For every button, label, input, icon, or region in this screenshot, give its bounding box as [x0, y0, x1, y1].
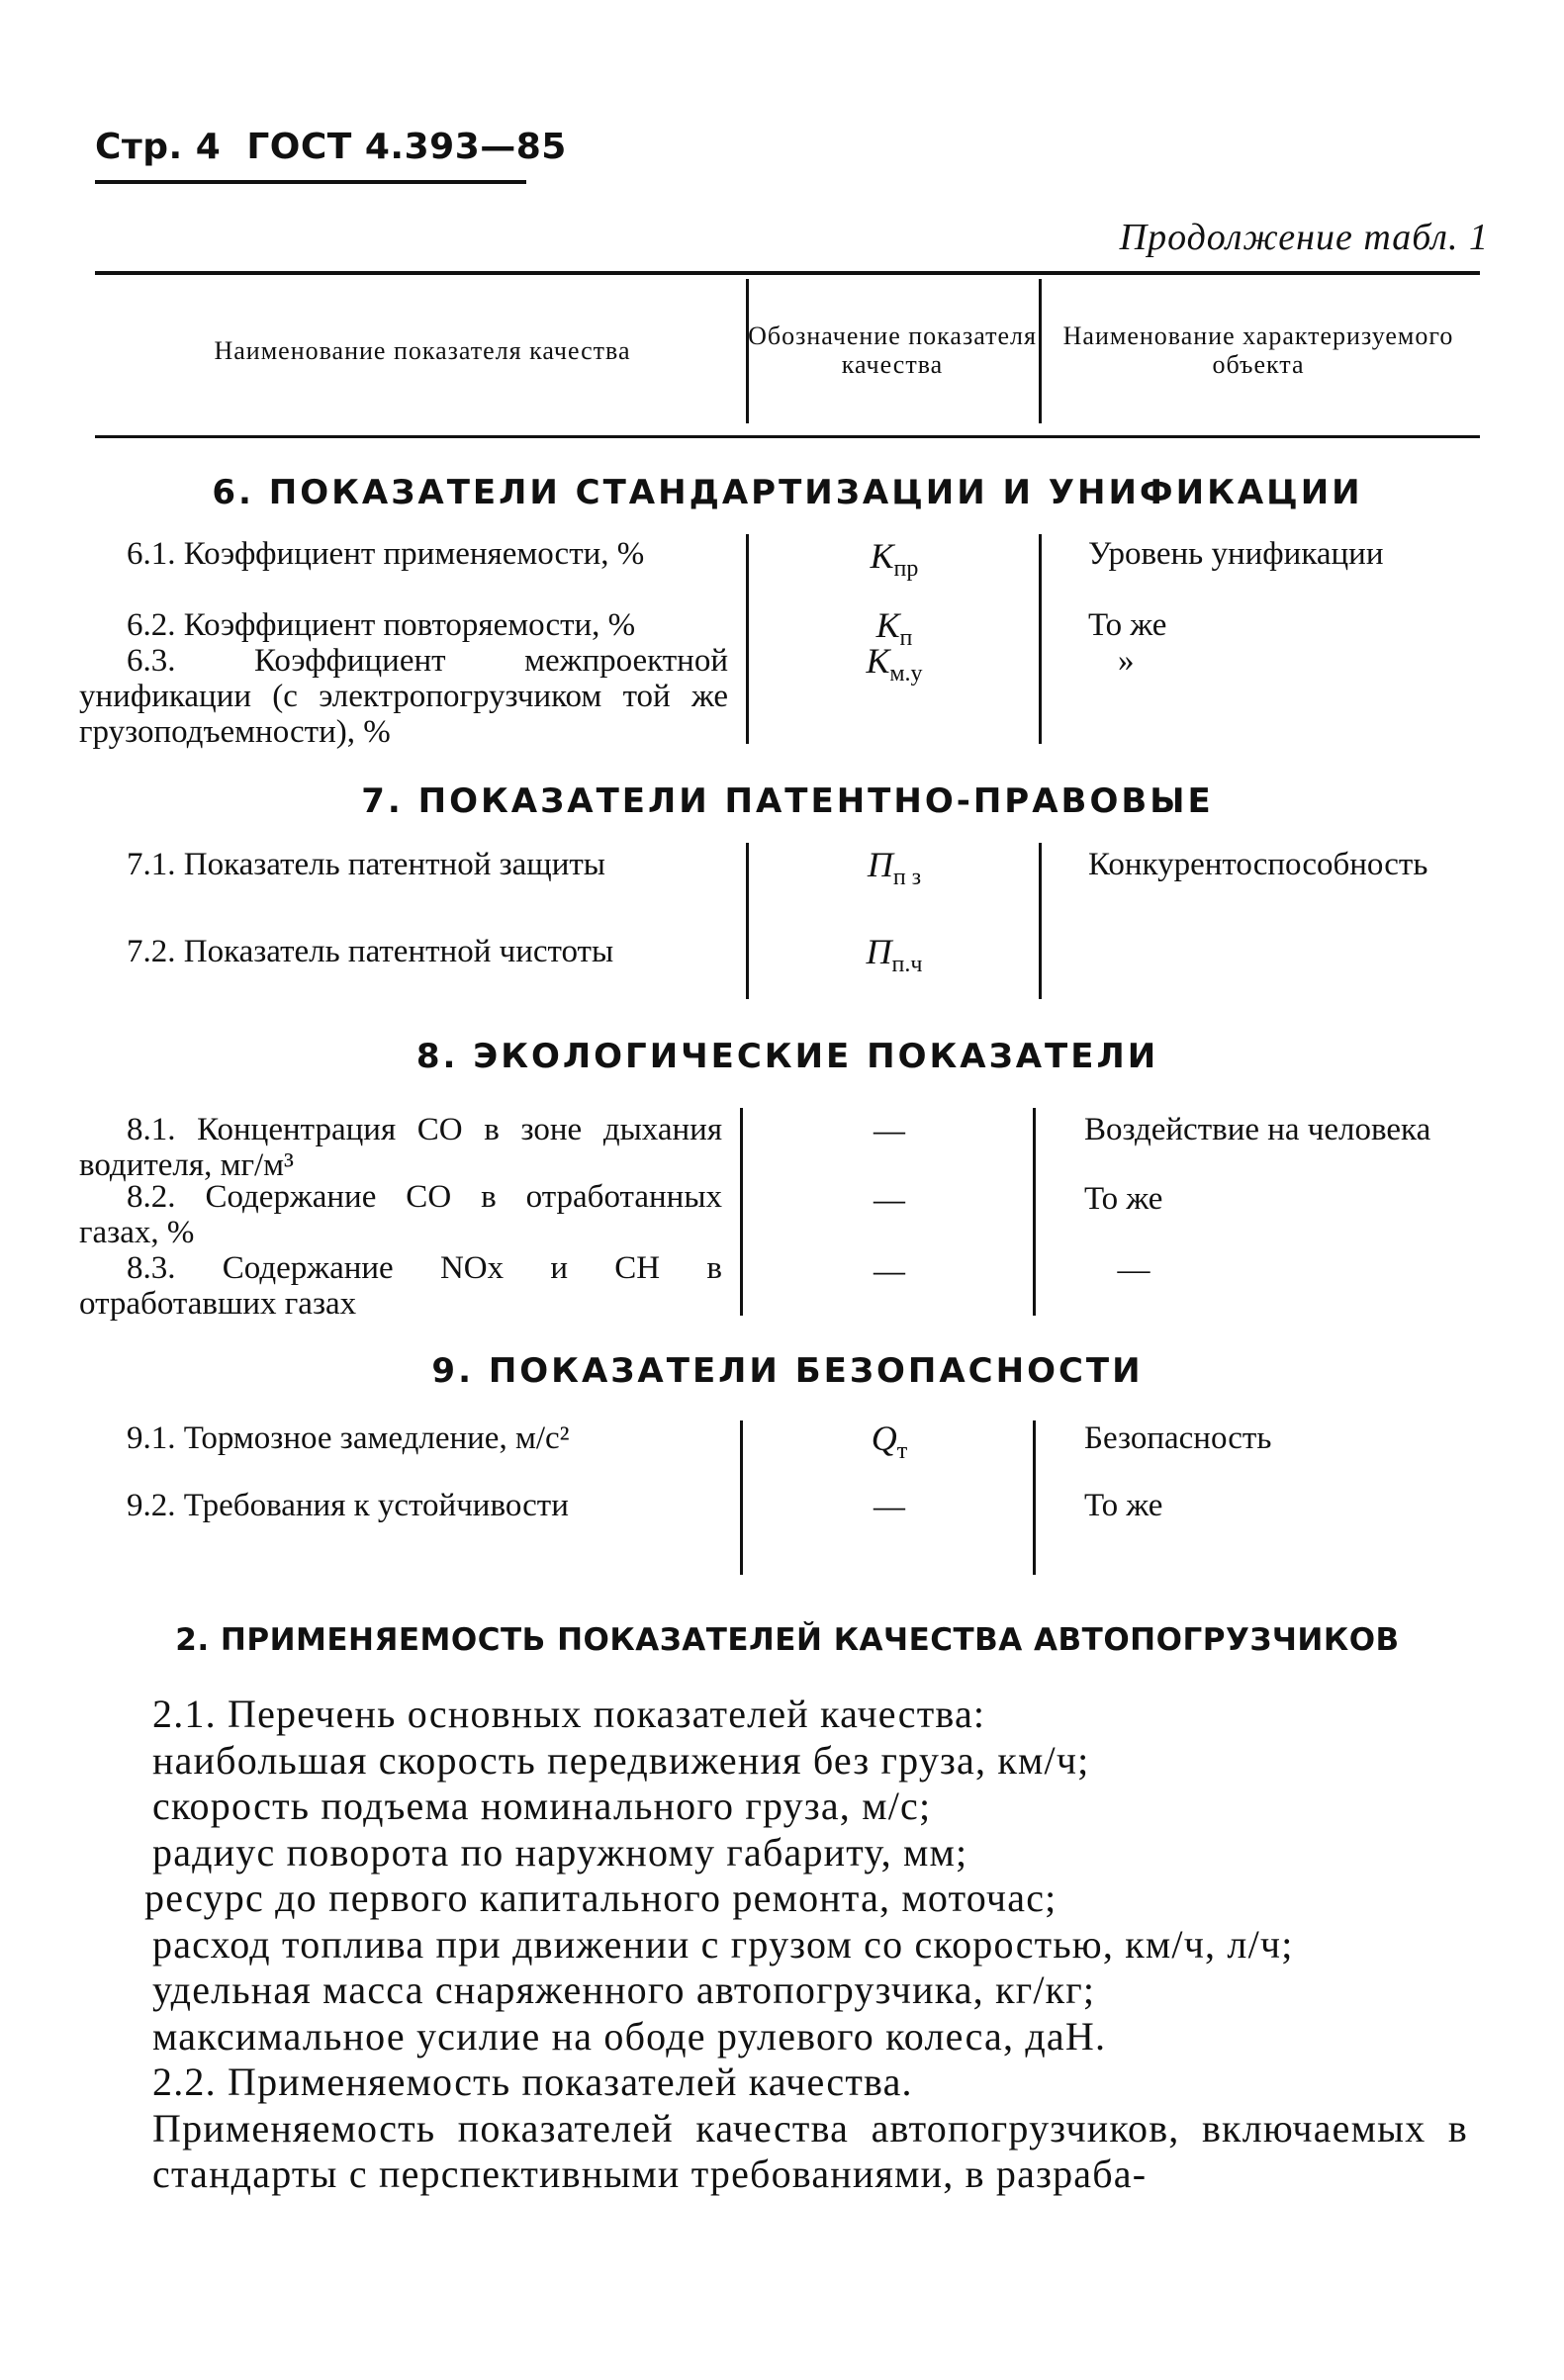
list-item: расход топлива при движении с грузом со скоростью, км/ч, л/ч; [152, 1921, 1294, 1967]
table-row-object: Воздействие на человека [1084, 1112, 1431, 1147]
column-divider [1039, 843, 1042, 999]
table-row-name: 8.2. Содержание СО в отработанных газах, % [79, 1179, 722, 1250]
table-row-symbol: $К_{пр}$ [870, 536, 919, 582]
table-row-name: 7.1. Показатель патентной защиты [127, 847, 605, 882]
paragraph: Применяемость показателей качества автопогрузчиков, включаемых в стандарты с перспективными требованиями, в разраба- [152, 2105, 1468, 2196]
list-item: максимальное усилие на ободе рулевого колеса, даН. [152, 2013, 1107, 2059]
section-title: 6. ПОКАЗАТЕЛИ СТАНДАРТИЗАЦИИ И УНИФИКАЦИИ [212, 473, 1363, 512]
table-row-symbol: — [873, 1110, 905, 1149]
column-header-name: Наименование показателя качества [214, 335, 631, 365]
page-label: Стр. 4 [95, 127, 222, 167]
table-row-symbol: $К_п$ [875, 605, 913, 651]
body-text [83, 1692, 1468, 2198]
table-row-name: 8.3. Содержание NOx и СН в отработавших газах [79, 1250, 722, 1322]
column-divider [740, 1420, 743, 1575]
column-divider [746, 843, 749, 999]
paragraph: 2.2. Применяемость показателей качества. [152, 2060, 913, 2104]
table-row-name: 7.2. Показатель патентной чистоты [127, 934, 614, 969]
column-divider [740, 1108, 743, 1316]
section-title: 8. ЭКОЛОГИЧЕСКИЕ ПОКАЗАТЕЛИ [415, 1037, 1159, 1076]
table-row-symbol: $К_{м.у}$ [866, 641, 923, 687]
list-item: удельная масса снаряженного автопогрузчика, кг/кг; [152, 1968, 1096, 2012]
table-row-object: Безопасность [1084, 1420, 1272, 1456]
table-row-name: 9.1. Тормозное замедление, м/с² [127, 1420, 570, 1456]
section-title: 9. ПОКАЗАТЕЛИ БЕЗОПАСНОСТИ [431, 1351, 1144, 1391]
section-title: 7. ПОКАЗАТЕЛИ ПАТЕНТНО-ПРАВОВЫЕ [361, 781, 1214, 821]
column-divider [1033, 1420, 1036, 1575]
list-item: скорость подъема номинального груза, м/с; [152, 1784, 932, 1828]
header-rule [95, 180, 526, 184]
column-divider [1039, 534, 1042, 744]
table-row-name: 9.2. Требования к устойчивости [127, 1488, 569, 1523]
table-row-object: То же [1088, 607, 1167, 643]
table-row-symbol: — [873, 1250, 905, 1290]
list-item: ресурс до первого капитального ремонта, моточас; [144, 1876, 1058, 1920]
page-header [95, 127, 567, 167]
table-row-symbol: — [873, 1179, 905, 1219]
table-row-object: Конкурентоспособность [1088, 847, 1428, 882]
table-row-name: 6.1. Коэффициент применяемости, % [127, 536, 645, 572]
table-row-object: — [1117, 1252, 1150, 1288]
standard-code: ГОСТ 4.393—85 [246, 127, 567, 167]
table-row-object: То же [1084, 1181, 1163, 1217]
column-divider [746, 534, 749, 744]
table-top-rule [95, 271, 1480, 275]
table-row-object: То же [1084, 1488, 1163, 1523]
column-header-symbol: Обозначение показателя качества [748, 321, 1037, 379]
table-row-symbol: — [873, 1486, 905, 1525]
table-row-name: 6.3. Коэффициент межпроектной унификации (с электропогрузчиком той же грузоподъемности), % [79, 643, 728, 750]
table-header-rule [95, 435, 1480, 438]
list-item: наибольшая скорость передвижения без груза, км/ч; [152, 1737, 1090, 1783]
table-row-symbol: $П_{п.ч}$ [866, 932, 923, 977]
paragraph: 2.1. Перечень основных показателей качества: [152, 1692, 986, 1736]
table-row-object: » [1118, 643, 1135, 679]
list-item: радиус поворота по наружному габариту, мм; [152, 1829, 968, 1875]
table-row-object: Уровень унификации [1088, 536, 1384, 572]
table-continuation-label: Продолжение табл. 1 [1119, 217, 1489, 258]
table-row-symbol: $П_{п з}$ [867, 845, 922, 890]
table-row-symbol: $Q_т$ [871, 1419, 908, 1464]
column-header-object: Наименование характеризуемого объекта [1062, 321, 1454, 379]
table-row-name: 6.2. Коэффициент повторяемости, % [127, 607, 636, 643]
chapter-heading: 2. ПРИМЕНЯЕМОСТЬ ПОКАЗАТЕЛЕЙ КАЧЕСТВА АВТОПОГРУЗЧИКОВ [175, 1622, 1400, 1658]
column-divider [1033, 1108, 1036, 1316]
table-row-name: 8.1. Концентрация СО в зоне дыхания водителя, мг/м³ [79, 1112, 722, 1183]
